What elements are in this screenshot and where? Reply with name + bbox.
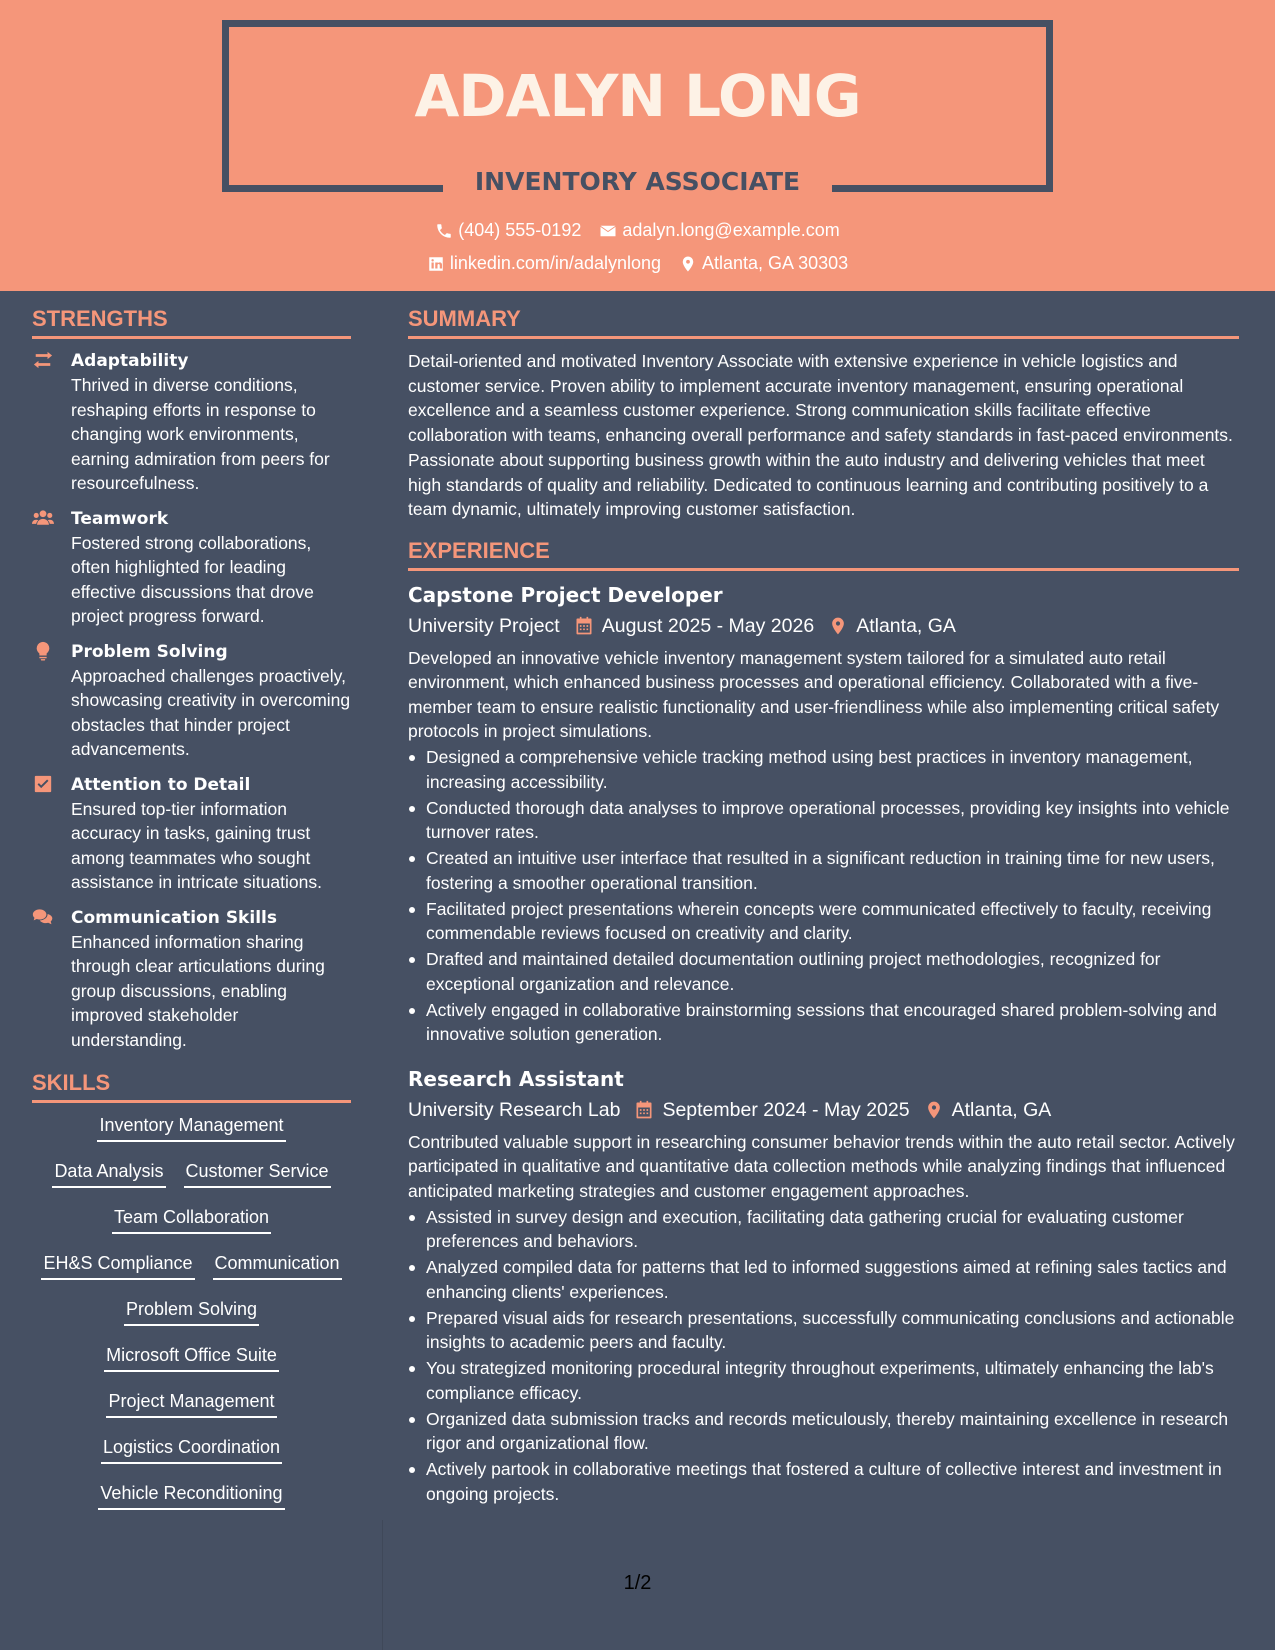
strength-item (32, 349, 351, 496)
strength-title: Adaptability (71, 351, 189, 371)
strength-desc: Fostered strong collaborations, often highlighted for leading effective discussions that drove project progress forward. (71, 532, 314, 626)
job-location: Atlanta, GA (951, 1098, 1052, 1121)
skill-tag: Problem Solving (124, 1297, 259, 1326)
skill-row (32, 1343, 351, 1372)
job-dates: September 2024 - May 2025 (662, 1098, 910, 1121)
experience-heading: EXPERIENCE (408, 538, 1239, 571)
skill-row (32, 1205, 351, 1234)
strength-item (32, 640, 351, 762)
email-text[interactable]: adalyn.long@example.com (622, 220, 840, 240)
job-location: Atlanta, GA (856, 614, 956, 637)
bullet-item: Conducted thorough data analyses to improve operational processes, providing key insights into vehicle turnover rates. (408, 796, 1239, 845)
contact-location (679, 253, 848, 274)
job-title: Capstone Project Developer (408, 582, 723, 607)
strength-item (32, 773, 351, 895)
bullet-item: Assisted in survey design and execution, facilitating data gathering crucial for evaluating customer preferences and behaviors. (408, 1205, 1239, 1254)
skill-row (32, 1481, 351, 1510)
strength-title: Attention to Detail (71, 774, 251, 795)
job-dates: August 2025 - May 2026 (601, 614, 815, 637)
skills-list (32, 1113, 351, 1510)
calendar-icon (574, 616, 594, 636)
chat-bubbles-icon (32, 907, 54, 927)
skill-row (32, 1389, 351, 1418)
skill-tag: Logistics Coordination (101, 1435, 282, 1464)
skill-tag: EH&S Compliance (41, 1251, 194, 1280)
bullet-item: Prepared visual aids for research presentations, successfully communicating conclusions and actionable insights to academic peers and faculty. (408, 1306, 1239, 1355)
job-org: University Research Lab (408, 1098, 621, 1121)
contact-linkedin[interactable] (427, 253, 661, 274)
skill-tag: Data Analysis (52, 1159, 165, 1188)
strength-item (32, 507, 351, 629)
contact-row-1 (0, 220, 1275, 241)
strength-desc: Enhanced information sharing through clear articulations during group discussions, enabling improved stakeholder understanding. (71, 931, 325, 1050)
page-number: 1/2 (623, 1572, 652, 1594)
calendar-icon (634, 1100, 654, 1120)
skill-tag: Customer Service (184, 1159, 331, 1188)
skill-tag: Project Management (106, 1389, 276, 1418)
linkedin-icon (427, 255, 445, 273)
job-org: University Project (408, 614, 560, 637)
strength-desc: Thrived in diverse conditions, reshaping efforts in response to changing work environments, earning admiration from peers for resourcefulness. (71, 375, 330, 493)
strengths-heading: STRENGTHS (32, 306, 351, 339)
bullet-item: Designed a comprehensive vehicle tracking method using best practices in inventory management, increasing accessibility. (408, 745, 1239, 794)
skill-row (32, 1297, 351, 1326)
contact-row-2 (0, 253, 1275, 274)
bullet-item: Actively engaged in collaborative brainstorming sessions that encouraged shared problem-solving and innovative solution generation. (408, 998, 1239, 1047)
job-bullets (408, 745, 1239, 1047)
summary-text: Detail-oriented and motivated Inventory Associate with extensive experience in vehicle logistics and customer service. Proven ability to implement accurate inventory management, ensuring operational excellence and a seamless customer experience. Strong communication skills facilitate effective collaboration with teams, enhancing overall performance and safety standards in fast-paced environments. Passionate about supporting business growth within the auto industry and delivering vehicles that meet high standards of quality and reliability. Dedicated to continuous learning and contributing positively to a team dynamic, ultimately improving customer satisfaction. (408, 351, 1233, 520)
candidate-name: ADALYN LONG (414, 62, 861, 130)
bullet-item: You strategized monitoring procedural integrity throughout experiments, ultimately enhancing the lab's compliance efficacy. (408, 1356, 1239, 1405)
skill-tag: Microsoft Office Suite (104, 1343, 279, 1372)
bullet-item: Created an intuitive user interface that resulted in a significant reduction in training time for new users, fostering a smoother operational transition. (408, 846, 1239, 895)
job-meta (408, 612, 1239, 640)
contact-phone (435, 220, 581, 241)
bullet-item: Actively partook in collaborative meetings that fostered a culture of collective interest and investment in ongoing projects. (408, 1457, 1239, 1506)
skill-tag: Inventory Management (97, 1113, 285, 1142)
job-entry (408, 1065, 1239, 1507)
summary-heading: SUMMARY (408, 306, 1239, 339)
skill-tag: Team Collaboration (112, 1205, 271, 1234)
envelope-icon (599, 222, 617, 240)
strength-title: Problem Solving (71, 641, 228, 662)
map-pin-icon (828, 616, 848, 636)
skill-tag: Vehicle Reconditioning (98, 1481, 284, 1510)
checkbox-icon (32, 774, 54, 794)
contact-email[interactable] (599, 220, 839, 241)
strength-title: Teamwork (71, 508, 169, 529)
left-column (32, 306, 351, 1527)
lightbulb-icon (32, 641, 54, 661)
bullet-item: Drafted and maintained detailed documentation outlining project methodologies, recognized for exceptional organization and relevance. (408, 947, 1239, 996)
skill-tag: Communication (213, 1251, 342, 1280)
phone-icon (435, 222, 453, 240)
location-text: Atlanta, GA 30303 (702, 253, 849, 273)
strength-item (32, 906, 351, 1053)
job-role: INVENTORY ASSOCIATE (474, 167, 801, 196)
strength-desc: Ensured top-tier information accuracy in tasks, gaining trust among teammates who sought assistance in intricate situations. (71, 798, 322, 892)
bullet-item: Analyzed compiled data for patterns that led to informed suggestions aimed at refining sales tactics and enhancing clients' experiences. (408, 1255, 1239, 1304)
right-column (408, 306, 1239, 1524)
job-entry (408, 581, 1239, 1047)
job-description: Contributed valuable support in researching consumer behavior trends within the auto retail sector. Actively participated in qualitative and quantitative data collection methods while analyzing findings that influenced anticipated marketing strategies and customer engagement approaches. (408, 1131, 1235, 1201)
map-pin-icon (679, 255, 697, 273)
skill-row (32, 1251, 351, 1280)
resume-header (0, 0, 1275, 291)
job-title: Research Assistant (408, 1066, 624, 1091)
users-icon (32, 508, 54, 528)
strength-title: Communication Skills (71, 907, 277, 928)
phone-text: (404) 555-0192 (458, 220, 582, 240)
bullet-item: Facilitated project presentations wherein concepts were communicated effectively to faculty, receiving commendable reviews focused on creativity and clarity. (408, 897, 1239, 946)
skill-row (32, 1435, 351, 1464)
job-meta (408, 1096, 1239, 1124)
strength-desc: Approached challenges proactively, showcasing creativity in overcoming obstacles that hinder project advancements. (71, 665, 351, 759)
skills-heading: SKILLS (32, 1070, 351, 1103)
job-bullets (408, 1205, 1239, 1507)
map-pin-icon (924, 1100, 944, 1120)
skill-row (32, 1159, 351, 1188)
skill-row (32, 1113, 351, 1142)
arrows-exchange-icon (32, 350, 54, 370)
bullet-item: Organized data submission tracks and records meticulously, thereby maintaining excellence in research rigor and organizational flow. (408, 1407, 1239, 1456)
linkedin-text[interactable]: linkedin.com/in/adalynlong (449, 253, 662, 273)
job-description: Developed an innovative vehicle inventory management system tailored for a simulated auto retail environment, which enhanced business processes and operational efficiency. Collaborated with a five-member team to ensure realistic functionality and user-friendliness while also implementing critical safety protocols in project simulations. (408, 647, 1220, 742)
